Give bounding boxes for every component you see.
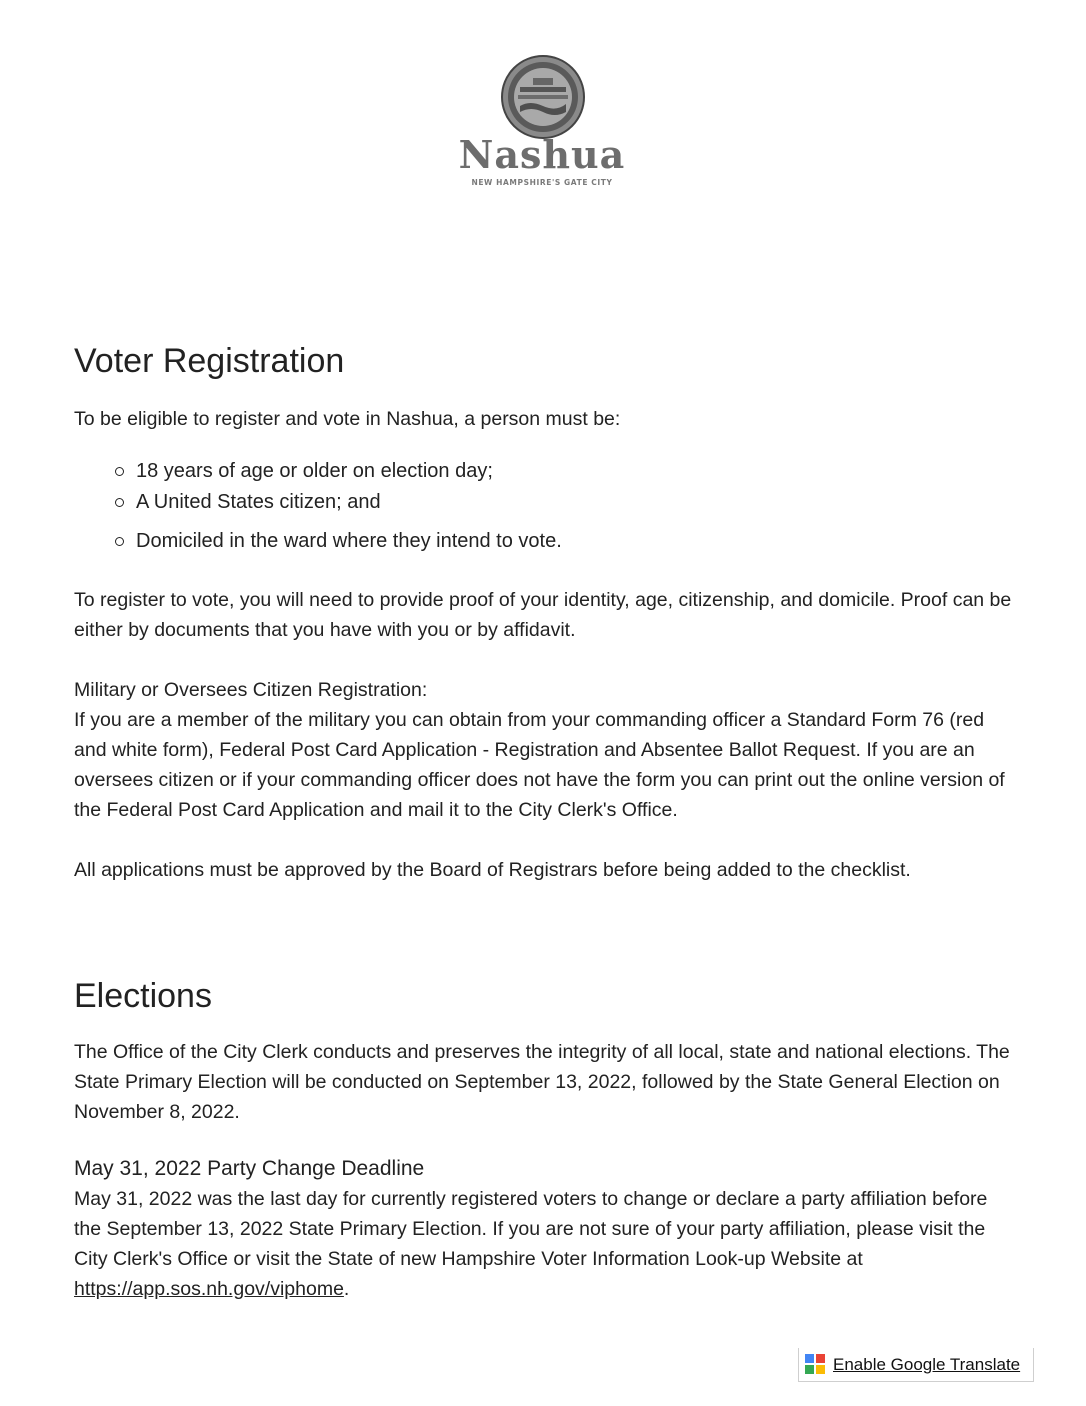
deadline-paragraph xyxy=(74,1184,1014,1304)
nashua-logo xyxy=(452,54,632,194)
proof-paragraph: To register to vote, you will need to provide proof of your identity, age, citizenship, and domicile. Proof can be either by documents that you have with you or by affidavit. xyxy=(74,589,1012,641)
list-item: A United States citizen; and xyxy=(136,487,1014,518)
approval-paragraph: All applications must be approved by the Board of Registrars before being added to the checklist. xyxy=(74,859,911,881)
list-item: Domiciled in the ward where they intend to vote. xyxy=(136,526,1014,557)
military-paragraph: If you are a member of the military you can obtain from your commanding officer a Standard Form 76 (red and white form), Federal Post Card Application - Registration and Absentee Ballot Request. If you are an oversees citizen or if your commanding officer does not have the form you can print out the online version of the Federal Post Card Application and mail it to the City Clerk's Office. xyxy=(74,709,1005,821)
city-seal-icon xyxy=(500,54,586,140)
military-heading: Military or Oversees Citizen Registration: xyxy=(74,679,428,701)
elections-section xyxy=(74,973,1014,1304)
elections-title: Elections xyxy=(74,977,212,1015)
logo-wordmark: Nashua xyxy=(458,132,626,177)
requirements-list xyxy=(74,456,1014,557)
google-translate-icon xyxy=(804,1353,826,1375)
list-item: 18 years of age or older on election day; xyxy=(136,456,1014,487)
enable-google-translate-link[interactable]: Enable Google Translate xyxy=(833,1355,1021,1374)
elections-intro: The Office of the City Clerk conducts and preserves the integrity of all local, state and national elections. The State Primary Election will be conducted on September 13, 2022, followed by the State General Election on November 8, 2022. xyxy=(74,1041,1010,1123)
deadline-text: May 31, 2022 was the last day for currently registered voters to change or declare a party affiliation before the September 13, 2022 State Primary Election. If you are not sure of your party affiliation, please visit the City Clerk's Office or visit the State of new Hampshire Voter Information Look-up Website at xyxy=(74,1188,988,1270)
eligibility-intro: To be eligible to register and vote in Nashua, a person must be: xyxy=(74,408,621,430)
voter-registration-title: Voter Registration xyxy=(74,342,345,380)
page-content xyxy=(74,338,1014,1304)
viphome-link[interactable]: https://app.sos.nh.gov/viphome xyxy=(74,1278,344,1300)
deadline-end: . xyxy=(343,1278,350,1300)
logo-tagline: NEW HAMPSHIRE'S GATE CITY xyxy=(471,178,613,187)
deadline-heading: May 31, 2022 Party Change Deadline xyxy=(74,1157,425,1180)
google-translate-widget[interactable] xyxy=(798,1348,1034,1382)
